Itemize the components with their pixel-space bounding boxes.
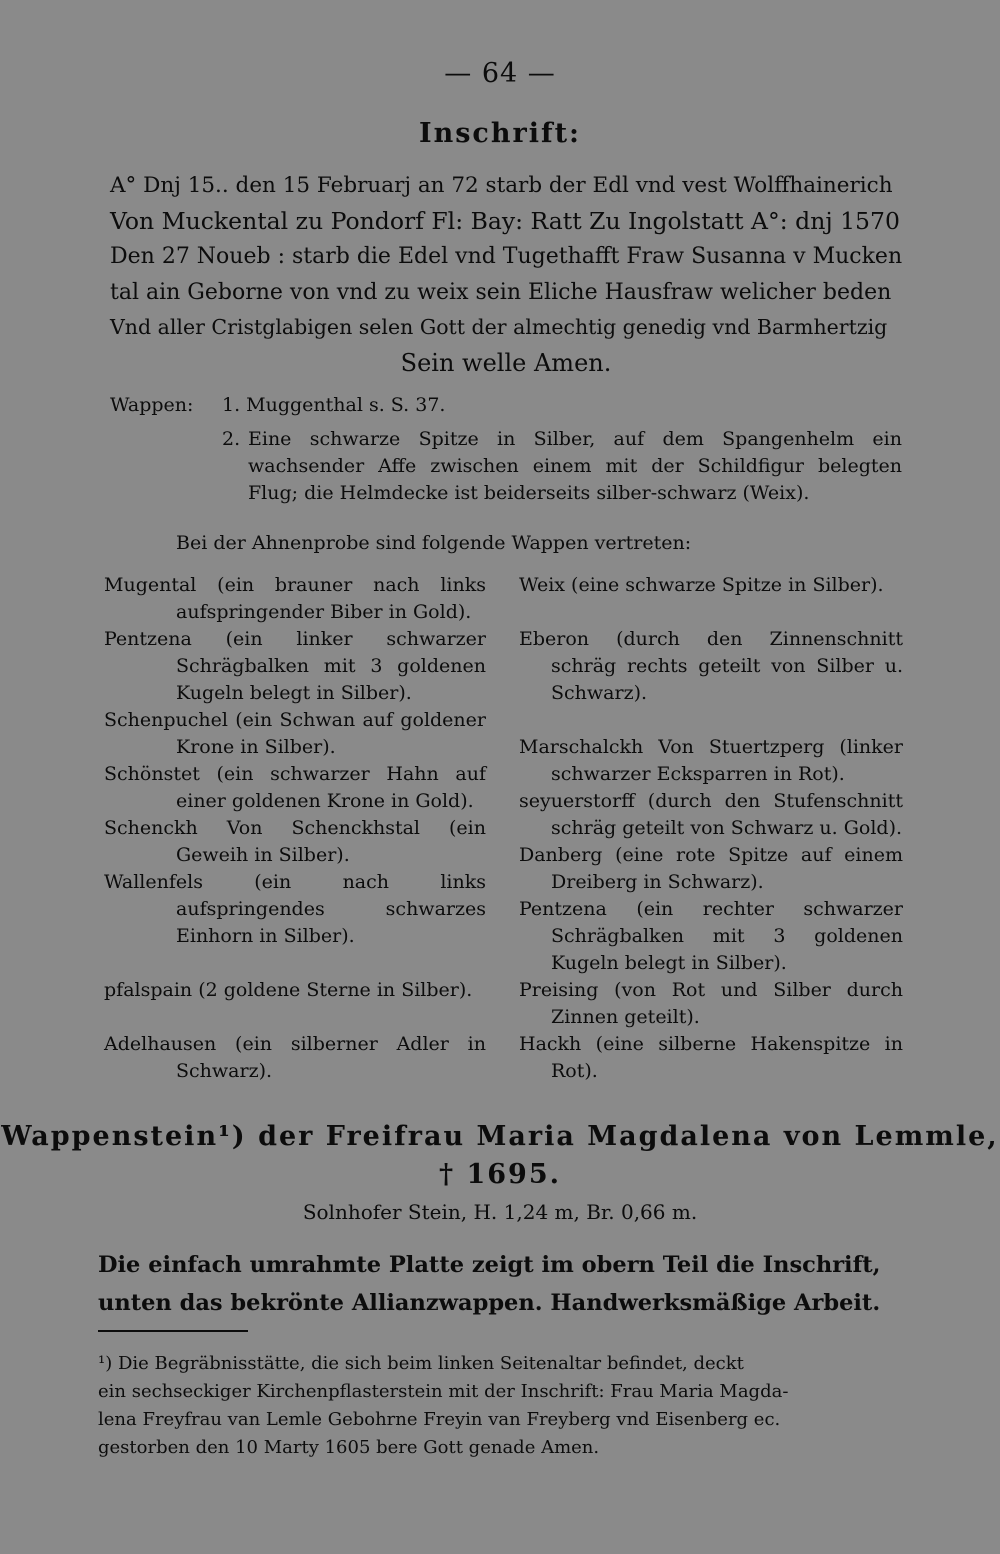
ahnen-entry: Wallenfels (ein nach links aufspringendes schwarzes Einhorn in Silber).: [104, 871, 486, 947]
ahnen-entry: Marschalckh Von Stuertzperg (linker schwarzer Ecksparren in Rot).: [519, 736, 903, 785]
inscription-line: Von Muckental zu Pondorf Fl: Bay: Ratt Zu Ingolstatt A°: dnj 1570: [110, 206, 900, 235]
ahnen-entry: Schenpuchel (ein Schwan auf goldener Krone in Silber).: [104, 709, 486, 758]
inscription-text: [110, 168, 902, 381]
ahnen-entry: Weix (eine schwarze Spitze in Silber).: [519, 574, 884, 596]
ahnen-entry: Adelhausen (ein silberner Adler in Schwarz).: [104, 1033, 486, 1082]
ahnen-entry: Pentzena (ein linker schwarzer Schrägbalken mit 3 goldenen Kugeln belegt in Silber).: [104, 628, 486, 704]
footnote: [98, 1350, 894, 1462]
ahnen-entry: pfalspain (2 goldene Sterne in Silber).: [104, 979, 473, 1001]
description-line: Die einfach umrahmte Platte zeigt im obern Teil die Inschrift,: [98, 1252, 881, 1278]
inscription-line: Vnd aller Cristglabigen selen Gott der almechtig genedig vnd Barmhertzig: [110, 315, 888, 339]
wappen-item-2-text: Eine schwarze Spitze in Silber, auf dem Spangenhelm ein wachsender Affe zwischen einem mit der Schildfigur belegten Flug; die Helmdecke ist beiderseits silber-schwarz (Weix).: [248, 428, 902, 504]
inscription-line: A° Dnj 15.. den 15 Februarj an 72 starb der Edl vnd vest Wolffhainerich: [110, 173, 893, 198]
footnote-line: lena Freyfrau van Lemle Gebohrne Freyin van Freyberg vnd Eisenberg ec.: [98, 1409, 781, 1430]
ahnen-entry: Pentzena (ein rechter schwarzer Schrägbalken mit 3 goldenen Kugeln belegt in Silber).: [519, 898, 903, 974]
ahnenprobe-left-column: [104, 572, 486, 1085]
wappen-item-2: [222, 426, 902, 507]
footnote-line: ¹) Die Begräbnisstätte, die sich beim linken Seitenaltar befindet, deckt: [98, 1353, 744, 1374]
ahnenprobe-intro: Bei der Ahnenprobe sind folgende Wappen vertreten:: [176, 532, 692, 554]
inscription-heading: Inschrift:: [418, 118, 582, 149]
footnote-line: ein sechseckiger Kirchenpflasterstein mit der Inschrift: Frau Maria Magda-: [98, 1381, 789, 1402]
wappenstein-description: [98, 1246, 894, 1322]
footnote-line: gestorben den 10 Marty 1605 bere Gott genade Amen.: [98, 1437, 600, 1458]
inscription-line: tal ain Geborne von vnd zu weix sein Eliche Hausfraw welicher beden: [110, 279, 892, 305]
inscription-line: Den 27 Noueb : starb die Edel vnd Tugethafft Fraw Susanna v Mucken: [110, 244, 903, 269]
footnote-divider: [98, 1330, 248, 1332]
description-line: unten das bekrönte Allianzwappen. Handwerksmäßige Arbeit.: [98, 1290, 881, 1316]
ahnen-entry: Preising (von Rot und Silber durch Zinnen geteilt).: [519, 979, 903, 1028]
inscription-line: Sein welle Amen.: [400, 348, 612, 377]
wappenstein-measurements: Solnhofer Stein, H. 1,24 m, Br. 0,66 m.: [302, 1200, 698, 1224]
wappenstein-heading-line-2: † 1695.: [438, 1159, 562, 1190]
ahnenprobe-right-column: [519, 572, 903, 1085]
ahnen-entry: Schenckh Von Schenckhstal (ein Geweih in Silber).: [104, 817, 486, 866]
wappenstein-heading-line-1: Wappenstein¹) der Freifrau Maria Magdalena von Lemmle,: [1, 1121, 999, 1152]
page-number: — 64 —: [444, 58, 556, 89]
ahnen-entry: Schönstet (ein schwarzer Hahn auf einer goldenen Krone in Gold).: [104, 763, 486, 812]
wappen-item-1: 1. Muggenthal s. S. 37.: [222, 394, 446, 416]
ahnen-entry: Mugental (ein brauner nach links aufspringender Biber in Gold).: [104, 574, 486, 623]
wappen-label: Wappen:: [110, 394, 194, 416]
wappen-item-2-number: 2.: [222, 428, 241, 450]
ahnen-entry: seyuerstorff (durch den Stufenschnitt schräg geteilt von Schwarz u. Gold).: [519, 790, 903, 839]
wappenstein-heading: [0, 1118, 1000, 1194]
ahnen-entry: Danberg (eine rote Spitze auf einem Dreiberg in Schwarz).: [519, 844, 903, 893]
ahnen-entry: Eberon (durch den Zinnenschnitt schräg rechts geteilt von Silber u. Schwarz).: [519, 628, 903, 704]
ahnen-entry: Hackh (eine silberne Hakenspitze in Rot).: [519, 1033, 903, 1082]
